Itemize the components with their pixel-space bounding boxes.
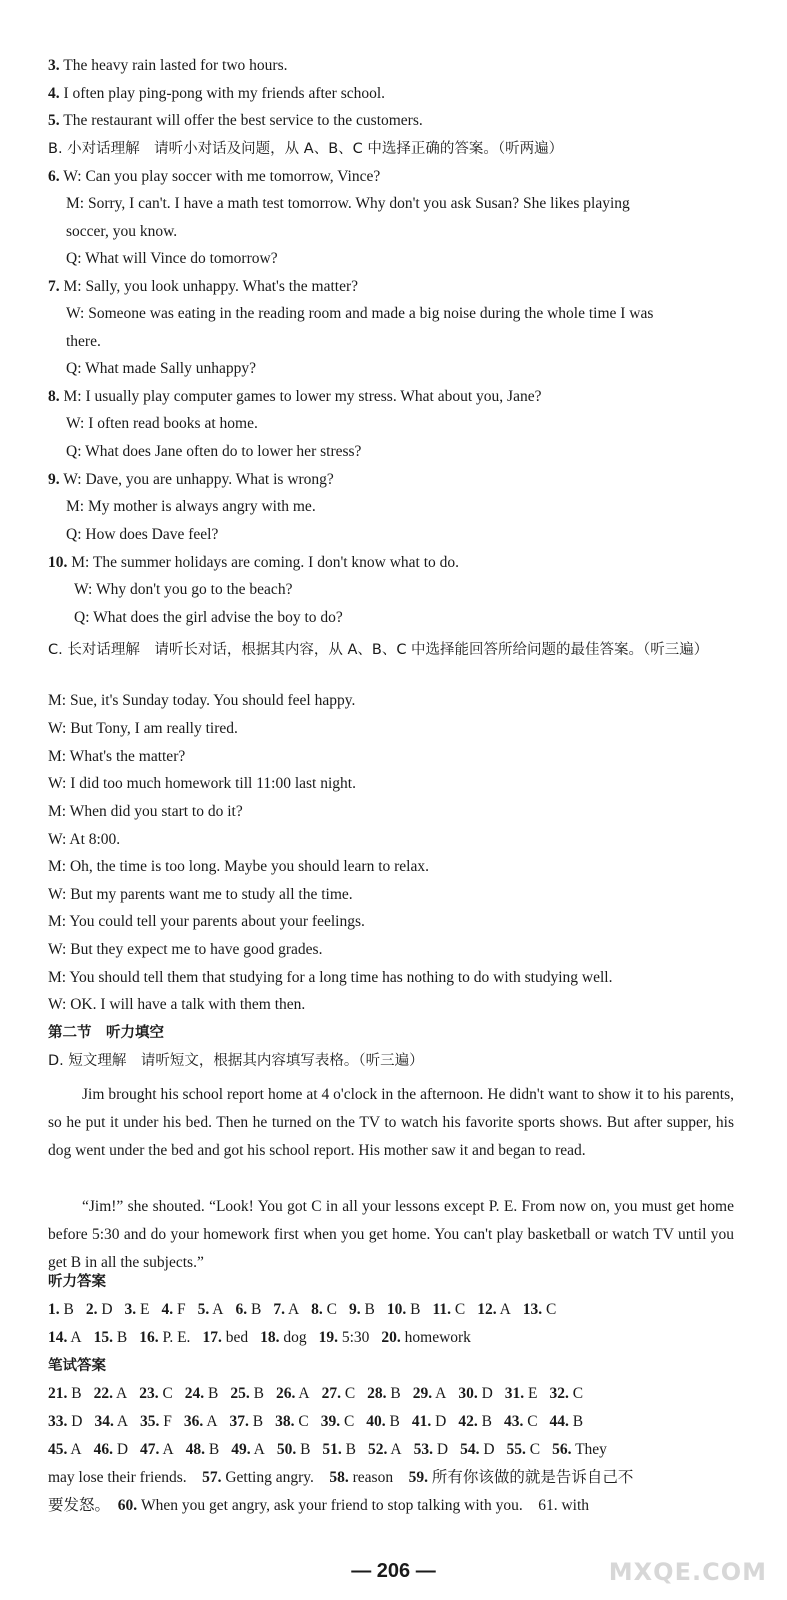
answer-item: 38. C: [275, 1413, 309, 1430]
answer-item: 43. C: [503, 1413, 538, 1430]
answer-item: 23. C: [139, 1385, 173, 1402]
answer-item: 48. B: [185, 1441, 220, 1458]
watermark: MXQE.COM: [608, 1558, 767, 1586]
text-line: M: You should tell them that studying for a long time has nothing to do with studying well.: [48, 969, 613, 986]
answer-item: 15. B: [93, 1329, 128, 1346]
answer-item: 18. dog: [260, 1329, 307, 1346]
answer-item: 27. C: [321, 1385, 356, 1402]
answer-item: 54. D: [460, 1441, 495, 1458]
question-line: 10. M: The summer holidays are coming. I don't know what to do.: [48, 554, 460, 571]
page-number: — 206 —: [351, 1560, 436, 1582]
answer-item: 55. C: [506, 1441, 541, 1458]
answer-item: 12. A: [477, 1301, 511, 1318]
answer-item: 32. C: [549, 1385, 584, 1402]
answer-item: 24. B: [184, 1385, 219, 1402]
text-line: M: Sorry, I can't. I have a math test tomorrow. Why don't you ask Susan? She likes playing: [66, 195, 630, 212]
passage-paragraph: “Jim!” she shouted. “Look! You got C in all your lessons except P. E. From now on, you must get home before 5:30 and do your homework first when you get home. You can't play basketball or watch TV until you get B in all the subjects.”: [48, 1198, 734, 1271]
passage-paragraph: Jim brought his school report home at 4 o'clock in the afternoon. He didn't want to show it to his parents, so he put it under his bed. Then he turned on the TV to watch his favorite sports shows. But after supper, his dog went under the bed and got his school report. His mother saw it and began to read.: [48, 1086, 734, 1159]
answer-text-line: 要发怒。 60. When you get angry, ask your friend to stop talking with you. 61. with: [48, 1497, 590, 1514]
answer-item: 39. C: [320, 1413, 355, 1430]
text-line: Q: What does Jane often do to lower her stress?: [66, 443, 362, 460]
answer-item: 4. F: [161, 1301, 186, 1318]
answer-item: 5. A: [197, 1301, 224, 1318]
question-number: 5.: [48, 112, 60, 129]
answer-item: 20. homework: [381, 1329, 471, 1346]
answer-item: 47. A: [140, 1441, 174, 1458]
answer-item: 14. A: [48, 1329, 82, 1346]
question-number: 6.: [48, 168, 60, 185]
answer-item: 44. B: [549, 1413, 584, 1430]
answer-item: 22. A: [93, 1385, 128, 1402]
text-line: W: I often read books at home.: [66, 415, 258, 432]
text-line: D. 短文理解 请听短文，根据其内容填写表格。（听三遍）: [48, 1053, 424, 1069]
answer-item: 56. They: [552, 1441, 607, 1458]
text-line: 第二节 听力填空: [48, 1025, 164, 1041]
answer-item: 17. bed: [202, 1329, 249, 1346]
answer-item: 35. F: [140, 1413, 172, 1430]
text-line: M: When did you start to do it?: [48, 803, 243, 820]
answer-item: 37. B: [229, 1413, 264, 1430]
answer-row: [48, 1384, 595, 1404]
answer-item: 31. E: [504, 1385, 538, 1402]
text-line: W: But Tony, I am really tired.: [48, 720, 238, 737]
answer-item: 49. A: [231, 1441, 265, 1458]
text-line: B. 小对话理解 请听小对话及问题，从 A、B、C 中选择正确的答案。（听两遍）: [48, 141, 564, 157]
answer-item: 26. A: [275, 1385, 310, 1402]
text-line: M: My mother is always angry with me.: [66, 498, 316, 515]
text-line: soccer, you know.: [66, 223, 178, 240]
answer-item: 50. B: [276, 1441, 311, 1458]
text-line: Q: What made Sally unhappy?: [66, 360, 256, 377]
answer-item: 41. D: [411, 1413, 447, 1430]
answer-item: 3. E: [124, 1301, 150, 1318]
answer-row: [48, 1440, 619, 1460]
text-line: there.: [66, 333, 101, 350]
text-line: Q: What will Vince do tomorrow?: [66, 250, 278, 267]
text-line: M: Oh, the time is too long. Maybe you should learn to relax.: [48, 858, 429, 875]
text-line: W: But they expect me to have good grades.: [48, 941, 323, 958]
answer-item: 42. B: [458, 1413, 492, 1430]
question-line: 5. The restaurant will offer the best service to the customers.: [48, 112, 423, 129]
answer-item: 46. D: [93, 1441, 129, 1458]
question-line: 9. W: Dave, you are unhappy. What is wrong?: [48, 471, 334, 488]
question-number: 4.: [48, 85, 60, 102]
section-c-heading: C. 长对话理解 请听长对话，根据其内容，从 A、B、C 中选择能回答所给问题的最佳答案。（听三遍）: [48, 642, 709, 658]
text-line: Q: How does Dave feel?: [66, 526, 219, 543]
text-line: M: Sue, it's Sunday today. You should feel happy.: [48, 692, 356, 709]
answer-item: 13. C: [522, 1301, 557, 1318]
question-number: 9.: [48, 471, 60, 488]
text-line: M: You could tell your parents about your feelings.: [48, 913, 365, 930]
answer-item: 51. B: [322, 1441, 357, 1458]
question-number: 3.: [48, 57, 60, 74]
answer-item: 8. C: [311, 1301, 338, 1318]
answer-item: 10. B: [386, 1301, 421, 1318]
text-line: M: What's the matter?: [48, 748, 186, 765]
question-number: 8.: [48, 388, 60, 405]
answer-item: 2. D: [85, 1301, 113, 1318]
written-answers-title: 笔试答案: [48, 1358, 106, 1374]
question-number: 7.: [48, 278, 60, 295]
text-line: Q: What does the girl advise the boy to do?: [74, 609, 343, 626]
answer-item: 33. D: [48, 1413, 83, 1430]
answer-text-line: may lose their friends. 57. Getting angry. 58. reason 59. 所有你该做的就是告诉自己不: [48, 1469, 634, 1486]
listening-answers-title: 听力答案: [48, 1274, 106, 1290]
answer-item: 9. B: [349, 1301, 375, 1318]
answer-item: 7. A: [273, 1301, 300, 1318]
text-line: W: But my parents want me to study all the time.: [48, 886, 353, 903]
answer-row: [48, 1328, 483, 1348]
answer-item: 29. A: [412, 1385, 447, 1402]
answer-item: 40. B: [366, 1413, 400, 1430]
question-line: 4. I often play ping-pong with my friends after school.: [48, 85, 386, 102]
answer-row: [48, 1412, 595, 1432]
text-line: W: At 8:00.: [48, 831, 121, 848]
question-line: 3. The heavy rain lasted for two hours.: [48, 57, 288, 74]
answer-item: 11. C: [432, 1301, 466, 1318]
answer-item: 16. P. E.: [139, 1329, 191, 1346]
answer-item: 30. D: [458, 1385, 493, 1402]
answer-item: 21. B: [48, 1385, 82, 1402]
answer-item: 6. B: [235, 1301, 262, 1318]
answer-item: 52. A: [368, 1441, 402, 1458]
answer-item: 34. A: [94, 1413, 129, 1430]
text-line: W: I did too much homework till 11:00 last night.: [48, 775, 356, 792]
question-line: 6. W: Can you play soccer with me tomorrow, Vince?: [48, 168, 381, 185]
text-line: W: OK. I will have a talk with them then.: [48, 996, 306, 1013]
answer-item: 45. A: [48, 1441, 82, 1458]
answer-item: 53. D: [413, 1441, 449, 1458]
answer-row: [48, 1300, 568, 1320]
answer-item: 25. B: [230, 1385, 264, 1402]
question-line: 7. M: Sally, you look unhappy. What's the matter?: [48, 278, 359, 295]
question-number: 10.: [48, 554, 68, 571]
answer-item: 19. 5:30: [318, 1329, 370, 1346]
question-line: 8. M: I usually play computer games to lower my stress. What about you, Jane?: [48, 388, 542, 405]
text-line: W: Why don't you go to the beach?: [74, 581, 293, 598]
answer-item: 1. B: [48, 1301, 74, 1318]
answer-item: 36. A: [183, 1413, 218, 1430]
answer-item: 28. B: [367, 1385, 401, 1402]
text-line: W: Someone was eating in the reading room and made a big noise during the whole time I was: [66, 305, 654, 322]
